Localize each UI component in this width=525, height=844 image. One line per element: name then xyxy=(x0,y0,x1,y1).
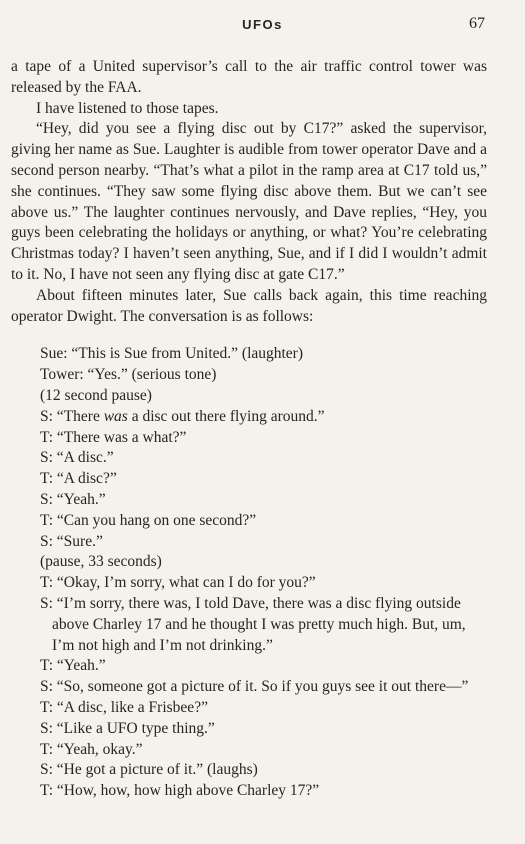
dialogue-line: (pause, 33 seconds) xyxy=(40,553,162,571)
dialogue-line: S: “Sure.” xyxy=(40,532,103,550)
running-header xyxy=(0,14,525,36)
page-number: 67 xyxy=(469,15,485,32)
paragraph: “Hey, did you see a flying disc out by C17?” asked the supervisor, giving her name as Sue. Laughter is audible from tower operator Dave and a second person nearby. “That’s what a pilot in the ramp area at C17 told us,” she continues. “They saw some flying disc above them. But we can’t see above us.” The laughter continues nervously, and Dave replies, “Hey, you guys been celebrating the holidays or anything, or what? You’re celebrating Christmas today? I haven’t seen anything, Sue, and if I did I wouldn’t admit to it. No, I have not seen any flying disc at gate C17.” xyxy=(11,120,487,283)
dialogue-transcript xyxy=(11,344,487,802)
paragraph: I have listened to those tapes. xyxy=(36,99,219,117)
dialogue-line: T: “A disc?” xyxy=(40,470,117,488)
dialogue-line: T: “How, how, how high above Charley 17?” xyxy=(40,782,320,800)
paragraph: About fifteen minutes later, Sue calls back again, this time reaching operator Dwight. The conversation is as follows: xyxy=(11,286,487,325)
dialogue-line: S: “Yeah.” xyxy=(40,490,106,508)
dialogue-line: T: “There was a what?” xyxy=(40,428,187,446)
dialogue-line: T: “Yeah, okay.” xyxy=(40,740,143,758)
dialogue-line: S: “So, someone got a picture of it. So if you guys see it out there—” xyxy=(40,678,469,696)
dialogue-line: T: “Okay, I’m sorry, what can I do for you?” xyxy=(40,574,316,592)
paragraph: a tape of a United supervisor’s call to the air traffic control tower was released by the FAA. xyxy=(11,58,487,96)
dialogue-line: Sue: “This is Sue from United.” (laughter) xyxy=(40,345,304,363)
dialogue-line-first: S: “I’m sorry, there was, I told Dave, there was a disc flying outside xyxy=(40,594,461,612)
dialogue-line-start: S: “There xyxy=(40,407,104,425)
dialogue-line: T: “Yeah.” xyxy=(40,657,106,675)
dialogue-line xyxy=(11,594,487,656)
dialogue-line: S: “A disc.” xyxy=(40,449,114,467)
dialogue-line-end: a disc out there flying around.” xyxy=(127,407,325,425)
dialogue-line: S: “Like a UFO type thing.” xyxy=(40,719,215,737)
body-text xyxy=(11,57,487,802)
dialogue-line-continuation: I’m not high and I’m not drinking.” xyxy=(52,636,273,654)
dialogue-line xyxy=(11,407,487,428)
dialogue-line: T: “Can you hang on one second?” xyxy=(40,511,257,529)
dialogue-line: (12 second pause) xyxy=(40,386,152,404)
emphasized-word: was xyxy=(103,407,128,425)
dialogue-line-continuation: above Charley 17 and he thought I was pretty much high. But, um, xyxy=(52,615,466,633)
running-title: UFOs xyxy=(242,17,283,32)
dialogue-line: T: “A disc, like a Frisbee?” xyxy=(40,698,208,716)
dialogue-line: S: “He got a picture of it.” (laughs) xyxy=(40,761,258,779)
dialogue-line: Tower: “Yes.” (serious tone) xyxy=(40,366,217,384)
